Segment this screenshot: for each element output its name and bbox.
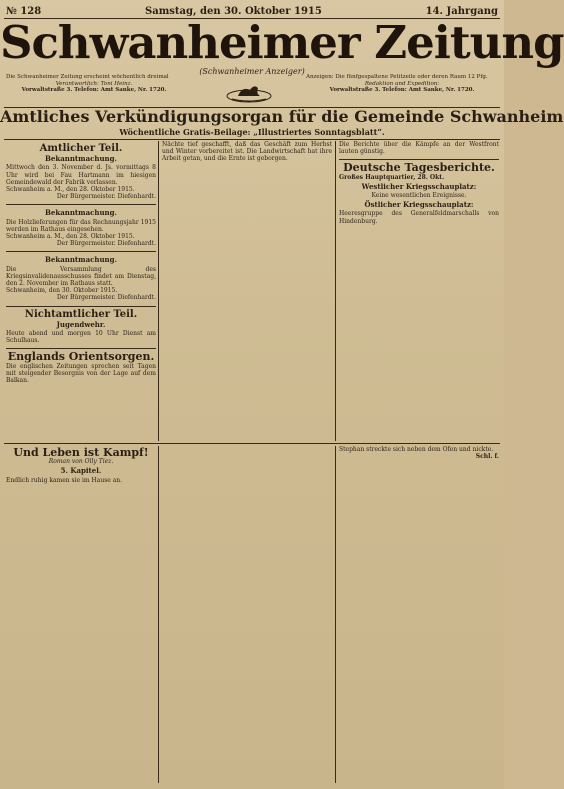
right-column <box>339 141 499 441</box>
feuilleton-column-3 <box>339 446 499 783</box>
info-left-address: Vorwaltstraße 3. Telefon: Amt Sanke, Nr. 1720. <box>21 87 167 93</box>
issue-year: 14. Jahrgang <box>425 6 498 17</box>
west-front-title: Westlicher Kriegsschauplatz: <box>361 181 477 191</box>
notice2-sign: Der Bürgermeister. Diefenhardt. <box>56 240 156 248</box>
england-title: Englands Orientsorgen. <box>7 350 155 364</box>
feuilleton-chapter: 5. Kapitel. <box>60 466 102 476</box>
column-divider <box>158 446 159 783</box>
jugendwehr-text: Heute abend und morgen 10 Uhr Dienst am Schulhaus. <box>6 330 156 345</box>
banner-supplement: Wöchentliche Gratis-Beilage: „Illustriertes Sonntagsblatt“. <box>119 127 385 137</box>
column-divider <box>158 141 159 441</box>
column-divider <box>335 141 336 441</box>
west-front-text: Keine wesentlichen Ereignisse. <box>371 192 467 200</box>
left-column <box>6 141 156 441</box>
divider <box>6 348 156 349</box>
notice3-title: Bekanntmachung. <box>45 255 117 265</box>
report-lead: Großes Hauptquartier, 28. Okt. <box>339 173 445 181</box>
notice1-text: Mittwoch den 3. November d. Js. vormittags 8 Uhr wird bei Fau Hartmann im hiesigen Gemeindewald der Fabrik verlassen. <box>6 164 156 186</box>
banner-title: Amtliches Verkündigungsorgan für die Gemeinde Schwanheim <box>0 107 564 126</box>
column-divider <box>335 446 336 783</box>
notice1-sign: Der Bürgermeister. Diefenhardt. <box>56 193 156 201</box>
masthead-subtitle: (Schwanheimer Anzeiger) <box>199 67 305 76</box>
east-front-title: Östlicher Kriegsschauplatz: <box>364 200 474 210</box>
notice2-title: Bekanntmachung. <box>45 208 117 218</box>
amtlicher-teil-heading: Amtlicher Teil. <box>39 143 123 154</box>
feuilleton-right-text: Stephan streckte sich neben dem Ofen und nickte. <box>339 446 494 453</box>
info-right-publisher: Redaktion und Expedition: <box>364 80 440 87</box>
continuation-note: Schl. f. <box>475 453 499 461</box>
notice3-sign: Der Bürgermeister. Diefenhardt. <box>56 294 156 302</box>
middle-text: Nächte tief geschafft, daß das Geschäft zum Herbst und Winter vorbereitet ist. Die Landwirtschaft hat ihre Arbeit getan, und die Ernte ist geborgen. <box>162 141 332 163</box>
divider <box>6 204 156 205</box>
banner-rule-bottom <box>4 139 500 140</box>
info-left-publisher: Verantwortlich: Toni Heinz. <box>55 80 133 87</box>
nichtamtlicher-teil-heading: Nichtamtlicher Teil. <box>24 308 138 320</box>
issue-date: Samstag, den 30. Oktober 1915 <box>145 6 322 17</box>
divider <box>339 159 499 160</box>
info-right <box>306 74 498 107</box>
info-left <box>6 74 182 107</box>
tagesberichte-heading: Deutsche Tagesberichte. <box>343 161 495 175</box>
divider <box>6 306 156 307</box>
divider <box>6 251 156 252</box>
info-left-line1: Die Schwanheimer Zeitung erscheint wöchentlich dreimal <box>6 74 169 80</box>
middle-column <box>162 141 332 441</box>
notice2-text: Die Holzlieferungen für das Rechnungsjahr 1915 werden im Rathaus eingesehen. <box>6 218 156 233</box>
england-text: Die englischen Zeitungen sprechen seit Tagen mit steigender Besorgnis von der Lage auf dem Balkan. <box>6 362 156 385</box>
info-right-address: Vorwaltstraße 3. Telefon: Amt Sanke, Nr. 1720. <box>329 87 475 93</box>
masthead-title: Schwanheimer Zeitung <box>0 16 564 69</box>
east-front-text: Heeresgruppe des Generalfeldmarschalls von Hindenburg. <box>339 210 499 225</box>
feuilleton-column-1 <box>6 446 156 783</box>
feuilleton-title: Und Leben ist Kampf! <box>13 446 149 459</box>
info-right-line1: Anzeigen: Die fünfgespaltene Petitzeile oder deren Raum 12 Pfg. <box>306 74 488 80</box>
notice2-place: Schwanheim a. M., den 28. Oktober 1915. <box>6 233 135 241</box>
notice3-place: Schwanheim, den 30. Oktober 1915. <box>6 287 118 295</box>
notice1-place: Schwanheim a. M., den 28. Oktober 1915. <box>6 186 135 194</box>
right-text: Die Berichte über die Kämpfe an der Westfront lauten günstig. <box>339 141 499 156</box>
feuilleton-rule <box>4 443 500 444</box>
issue-number: № 128 <box>6 6 42 17</box>
feuilleton-author: Roman von Olly Tiez. <box>48 458 114 466</box>
feuilleton-text: Endlich ruhig kamen sie im Hause an. <box>6 476 123 484</box>
notice1-title: Bekanntmachung. <box>45 154 117 164</box>
swan-emblem-icon <box>220 80 278 104</box>
jugendwehr-title: Jugendwehr. <box>56 319 106 329</box>
notice3-text: Die Versammlung des Kriegsinvalidenausschusses findet am Dienstag, den 2. November im Rathaus statt. <box>6 265 156 288</box>
